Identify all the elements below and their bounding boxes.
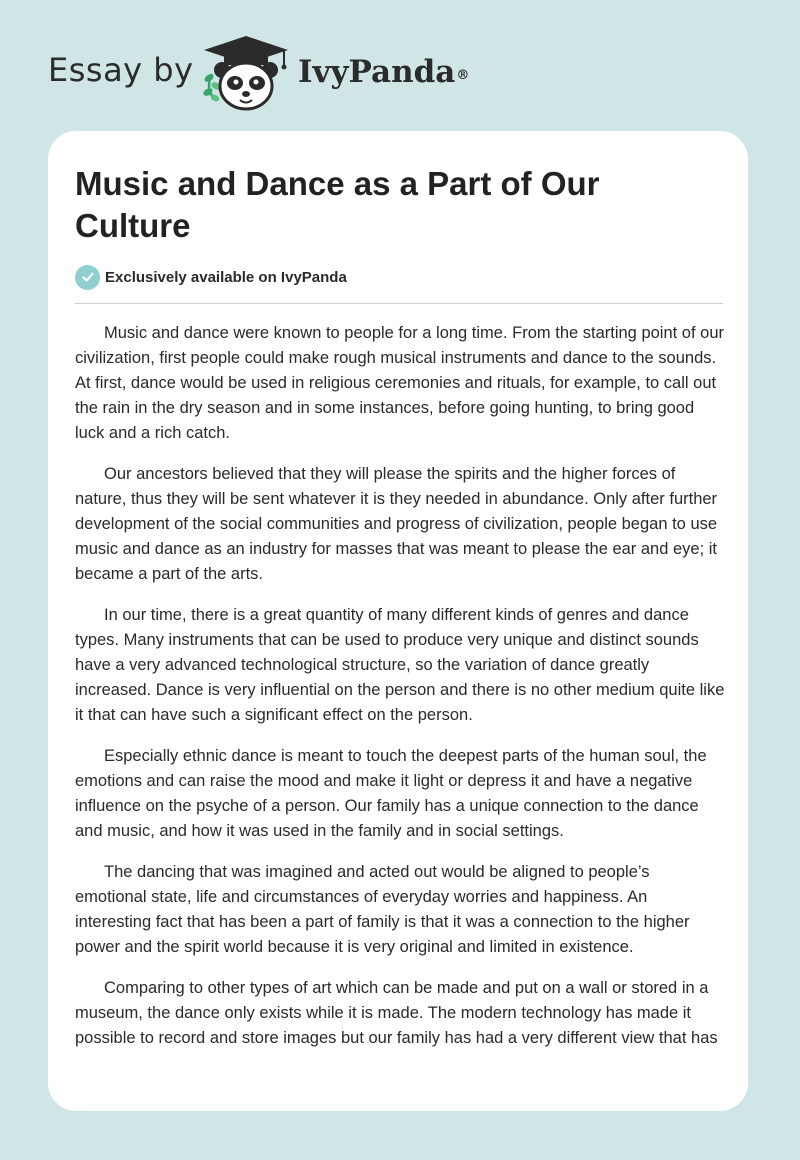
essay-body xyxy=(75,321,725,1096)
site-header xyxy=(0,0,800,120)
paragraph: The dancing that was imagined and acted out would be aligned to people’s emotional state, life and circumstances of everyday worries and happiness. An interesting fact that has been a part of family is that it was a connection to the higher power and the spirit world because it is very original and limited in existence. xyxy=(75,863,690,956)
exclusive-badge xyxy=(75,264,347,290)
brand-name[interactable] xyxy=(298,52,469,92)
check-circle-icon xyxy=(75,265,100,290)
essay-title: Music and Dance as a Part of Our Culture xyxy=(75,165,600,244)
paragraph: Especially ethnic dance is meant to touch the deepest parts of the human soul, the emotions and can raise the mood and make it light or depress it and have a negative influence on the psyche of a person. Our family has a unique connection to the dance and music, and how it was used in the family and in social settings. xyxy=(75,747,707,840)
badge-label: Exclusively available on IvyPanda xyxy=(105,268,347,286)
paragraph: In our time, there is a great quantity of many different kinds of genres and dance types. Many instruments that can be used to produce very unique and distinct sounds have a very advanced technological structure, so the variation of dance greatly increased. Dance is very influential on the person and there is no other medium quite like it that can have such a significant effect on the person. xyxy=(75,606,725,724)
panda-graduate-icon[interactable] xyxy=(198,34,294,114)
paragraph: Comparing to other types of art which can be made and put on a wall or stored in a museum, the dance only exists while it is made. The modern technology has made it possible to record and store images but our family has had a very different view that has xyxy=(75,979,718,1047)
registered-mark: ® xyxy=(456,68,470,83)
essay-card xyxy=(48,131,748,1111)
divider xyxy=(75,303,723,304)
paragraph: Music and dance were known to people for a long time. From the starting point of our civilization, first people could make rough musical instruments and dance to the sounds. At first, dance would be used in religious ceremonies and rituals, for example, to call out the rain in the dry season and in some instances, before going hunting, to bring good luck and a rich catch. xyxy=(75,324,724,442)
paragraph: Our ancestors believed that they will please the spirits and the higher forces of nature, thus they will be sent whatever it is they needed in abundance. Only after further development of the social communities and progress of civilization, people began to use music and dance as an industry for masses that was meant to please the ear and eye; it became a part of the arts. xyxy=(75,465,718,583)
essay-by-label: Essay by xyxy=(48,51,194,89)
brand-label: IvyPanda xyxy=(298,54,456,90)
